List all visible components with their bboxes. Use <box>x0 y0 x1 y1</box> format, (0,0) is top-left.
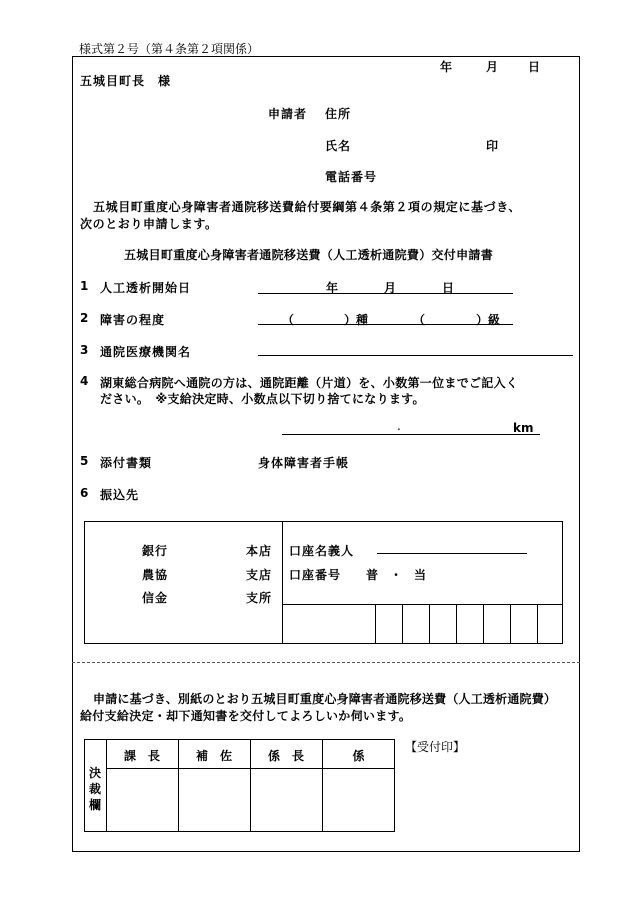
col-unit-chief: 係 長 <box>267 749 304 763</box>
applicant-address-label: 住所 <box>325 107 352 121</box>
item5-label: 添付書類 <box>100 456 153 470</box>
col-section-chief: 課 長 <box>123 749 160 763</box>
item4-number: 4 <box>80 374 89 388</box>
account-holder-label: 口座名義人 <box>289 544 355 558</box>
account-digit-divider <box>537 604 538 644</box>
item6-label: 振込先 <box>100 488 140 502</box>
decision-side-label-2: 裁 <box>89 782 102 796</box>
distance-underline <box>282 434 540 435</box>
account-digit-divider <box>510 604 511 644</box>
intro-line-2: 次のとおり申請します。 <box>80 217 218 231</box>
item3-label: 通院医療機関名 <box>100 345 192 359</box>
item1-month: 月 <box>384 281 397 295</box>
col-deputy: 補 佐 <box>195 749 232 763</box>
decision-side-label-1: 決 <box>89 766 102 780</box>
account-number-row-line <box>282 604 563 605</box>
form-title: 五城目町重度心身障害者通院移送費（人工透析通院費）交付申請書 <box>124 248 494 262</box>
branch-type-head: 本店 <box>246 544 273 558</box>
form-number: 様式第２号（第４条第２項関係） <box>79 42 260 56</box>
item1-year: 年 <box>326 281 339 295</box>
account-digit-divider <box>402 604 403 644</box>
branch-type-sub: 支所 <box>246 591 273 605</box>
item4-line-2: ださい。 ※支給決定時、小数点以下切り捨てになります。 <box>100 392 425 406</box>
addressee: 五城目町長 様 <box>80 74 172 88</box>
reception-stamp-label: 【受付印】 <box>405 740 466 754</box>
item2-class-label: ）種 <box>344 313 369 327</box>
item2-grade-label: ）級 <box>476 313 501 327</box>
item1-day: 日 <box>442 281 455 295</box>
branch-type-branch: 支店 <box>246 568 273 582</box>
item3-number: 3 <box>80 343 89 357</box>
bank-type-agri: 農協 <box>142 568 169 582</box>
item4-line-1: 湖東総合病院へ通院の方は、通院距離（片道）を、小数第一位までご記入く <box>100 376 519 390</box>
distance-decimal-point: . <box>397 419 401 433</box>
bank-type-bank: 銀行 <box>142 544 169 558</box>
item5-value: 身体障害者手帳 <box>258 456 350 470</box>
applicant-name-label: 氏名 <box>325 139 352 153</box>
account-digit-divider <box>456 604 457 644</box>
applicant-label: 申請者 <box>268 107 308 121</box>
account-digit-divider <box>429 604 430 644</box>
item2-open-1: （ <box>282 313 295 327</box>
account-type-options: 普 ・ 当 <box>366 568 427 582</box>
item2-underline <box>258 324 513 325</box>
approval-line-2: 給付支給決定・却下通知書を交付してよろしいか伺います。 <box>80 709 412 723</box>
col-staff: 係 <box>352 749 365 763</box>
account-number-label: 口座番号 <box>289 568 342 582</box>
office-use-separator <box>72 662 580 663</box>
intro-line-1: 五城目町重度心身障害者通院移送費給付要綱第４条第２項の規定に基づき、 <box>93 200 521 214</box>
item1-underline <box>258 293 513 294</box>
item5-number: 5 <box>80 454 89 468</box>
item6-number: 6 <box>80 486 89 500</box>
account-digit-divider <box>483 604 484 644</box>
bank-table-divider <box>282 521 283 644</box>
account-holder-underline <box>377 553 527 554</box>
date-year-label: 年 <box>440 60 453 74</box>
seal-label: 印 <box>486 139 499 153</box>
item1-label: 人工透析開始日 <box>100 281 192 295</box>
applicant-phone-label: 電話番号 <box>325 170 378 184</box>
bank-type-credit: 信金 <box>142 591 169 605</box>
item2-number: 2 <box>80 311 89 325</box>
decision-side-label-3: 欄 <box>89 798 102 812</box>
date-day-label: 日 <box>528 60 541 74</box>
account-digit-divider <box>375 604 376 644</box>
item1-number: 1 <box>80 279 89 293</box>
item3-underline <box>258 355 573 356</box>
approval-line-1: 申請に基づき、別紙のとおり五城目町重度心身障害者通院移送費（人工透析通院費） <box>93 692 557 706</box>
distance-unit: km <box>513 421 534 435</box>
item2-label: 障害の程度 <box>100 313 166 327</box>
decision-header-line <box>106 768 395 769</box>
date-month-label: 月 <box>486 60 499 74</box>
item2-open-2: （ <box>413 313 426 327</box>
